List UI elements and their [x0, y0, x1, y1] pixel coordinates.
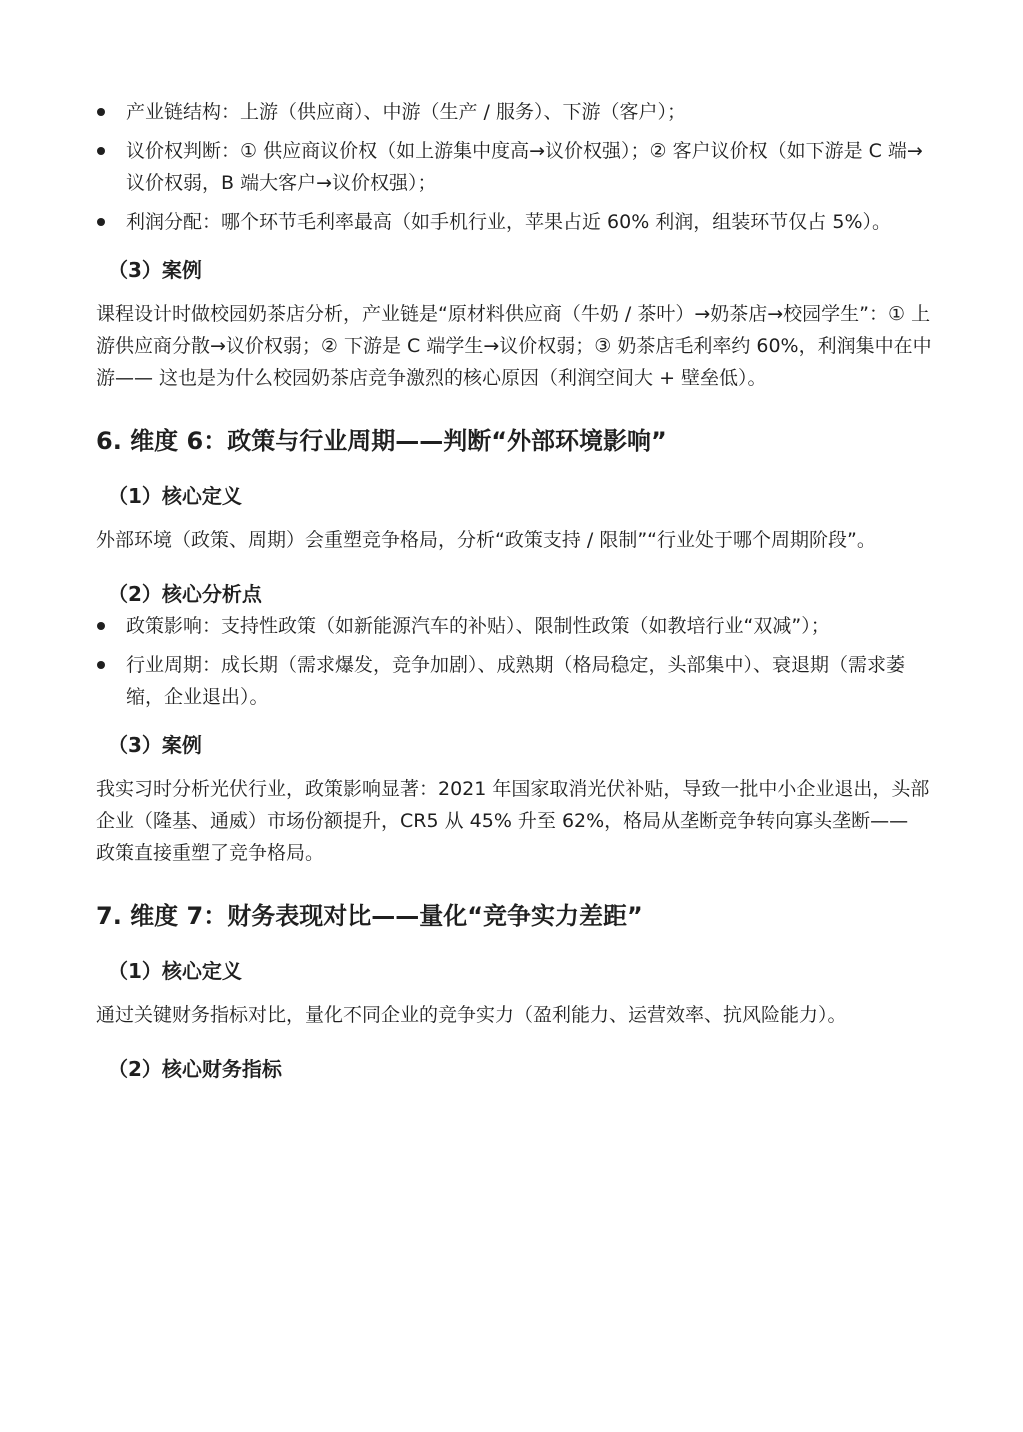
bullet-dot-icon	[97, 622, 105, 630]
financial-metrics-heading: （2）核心财务指标	[108, 1057, 282, 1081]
analysis-points-heading: （2）核心分析点	[108, 582, 262, 606]
document-page	[96, 96, 932, 1085]
value-chain-bullet-list	[96, 96, 932, 238]
definition-paragraph: 外部环境（政策、周期）会重塑竞争格局，分析“政策支持 / 限制”“行业处于哪个周期阶段”。	[96, 529, 876, 551]
bullet-text: 议价权判断：① 供应商议价权（如上游集中度高→议价权强）；② 客户议价权（如下游是 C 端→议价权弱，B 端大客户→议价权强）；	[126, 140, 923, 194]
case-paragraph: 课程设计时做校园奶茶店分析，产业链是“原材料供应商（牛奶 / 茶叶）→奶茶店→校园学生”：① 上游供应商分散→议价权弱；② 下游是 C 端学生→议价权弱；③ 奶茶店毛利率约 60%，利润集中在中游—— 这也是为什么校园奶茶店竞争激烈的核心原因（利润空间大 + 壁垒低）。	[96, 303, 932, 389]
list-item	[96, 649, 932, 713]
case-heading: （3）案例	[108, 258, 202, 282]
bullet-dot-icon	[97, 147, 105, 155]
definition-heading: （1）核心定义	[108, 484, 242, 508]
case-heading: （3）案例	[108, 733, 202, 757]
bullet-text: 行业周期：成长期（需求爆发，竞争加剧）、成熟期（格局稳定，头部集中）、衰退期（需求萎缩，企业退出）。	[126, 654, 906, 708]
bullet-text: 政策影响：支持性政策（如新能源汽车的补贴）、限制性政策（如教培行业“双减”）；	[126, 615, 830, 637]
bullet-dot-icon	[97, 218, 105, 226]
bullet-dot-icon	[97, 661, 105, 669]
definition-paragraph: 通过关键财务指标对比，量化不同企业的竞争实力（盈利能力、运营效率、抗风险能力）。	[96, 1004, 847, 1026]
list-item	[96, 135, 932, 199]
section-title-dimension-6: 6. 维度 6：政策与行业周期——判断“外部环境影响”	[96, 427, 667, 455]
bullet-text: 利润分配：哪个环节毛利率最高（如手机行业，苹果占近 60% 利润，组装环节仅占 5%）。	[126, 211, 891, 233]
list-item	[96, 96, 932, 128]
definition-heading: （1）核心定义	[108, 959, 242, 983]
section-title-dimension-7: 7. 维度 7：财务表现对比——量化“竞争实力差距”	[96, 902, 643, 930]
case-paragraph: 我实习时分析光伏行业，政策影响显著：2021 年国家取消光伏补贴，导致一批中小企业退出，头部企业（隆基、通威）市场份额提升，CR5 从 45% 升至 62%，格局从垄断竞争转向寡头垄断—— 政策直接重塑了竞争格局。	[96, 778, 930, 864]
list-item	[96, 610, 932, 642]
bullet-text: 产业链结构：上游（供应商）、中游（生产 / 服务）、下游（客户）；	[126, 101, 686, 123]
policy-cycle-bullet-list	[96, 610, 932, 713]
list-item	[96, 206, 932, 238]
bullet-dot-icon	[97, 108, 105, 116]
